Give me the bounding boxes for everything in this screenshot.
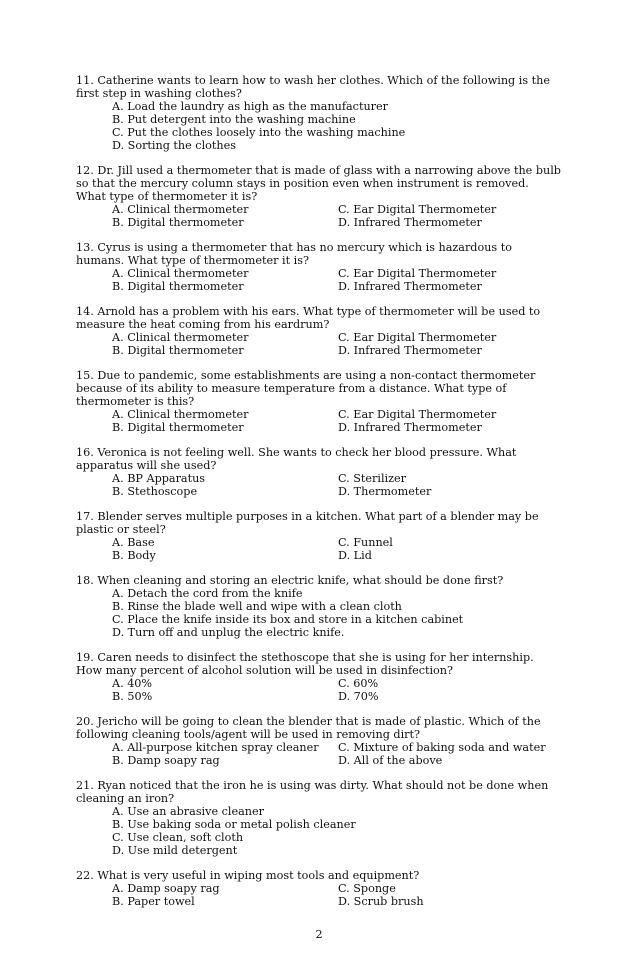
question-item <box>76 305 562 357</box>
page-number: 2 <box>315 928 323 941</box>
answer-options <box>76 741 562 767</box>
answer-option: A. 40% <box>112 677 153 690</box>
answer-option: B. Put detergent into the washing machine <box>112 113 356 126</box>
answer-option: A. Damp soapy rag <box>112 882 220 895</box>
answer-option: D. Turn off and unplug the electric knife. <box>112 626 345 639</box>
answer-option: D. Scrub brush <box>338 895 424 908</box>
question-stem: 11. Catherine wants to learn how to wash her clothes. Which of the following is the first step in washing clothes? <box>76 74 550 100</box>
question-stem: 13. Cyrus is using a thermometer that has no mercury which is hazardous to humans. What type of thermometer it is? <box>76 241 512 267</box>
answer-option: D. Infrared Thermometer <box>338 280 482 293</box>
answer-option: A. Clinical thermometer <box>112 203 249 216</box>
answer-option: C. Sponge <box>338 882 396 895</box>
answer-option: C. Ear Digital Thermometer <box>338 331 497 344</box>
answer-option: C. Funnel <box>338 536 393 549</box>
answer-option: D. Infrared Thermometer <box>338 216 482 229</box>
answer-option: D. Thermometer <box>338 485 432 498</box>
question-stem: 18. When cleaning and storing an electric knife, what should be done first? <box>76 574 504 587</box>
answer-options <box>76 331 562 357</box>
answer-option: B. Use baking soda or metal polish cleaner <box>112 818 356 831</box>
question-item <box>76 164 562 229</box>
answer-option: A. Base <box>112 536 155 549</box>
question-item <box>76 74 562 152</box>
answer-options <box>76 267 562 293</box>
question-stem: 14. Arnold has a problem with his ears. What type of thermometer will be used to measure the heat coming from his eardrum? <box>76 305 541 331</box>
question-item <box>76 369 562 434</box>
answer-option: C. Sterilizer <box>338 472 406 485</box>
question-item <box>76 651 562 703</box>
answer-option: C. Ear Digital Thermometer <box>338 408 497 421</box>
answer-option: D. Sorting the clothes <box>112 139 236 152</box>
question-stem: 19. Caren needs to disinfect the stethoscope that she is using for her internship. How many percent of alcohol solution will be used in disinfection? <box>76 651 534 677</box>
question-item <box>76 510 562 562</box>
question-list <box>76 74 562 908</box>
question-item <box>76 574 562 639</box>
answer-option: C. Ear Digital Thermometer <box>338 203 497 216</box>
answer-option: B. 50% <box>112 690 153 703</box>
answer-option: B. Damp soapy rag <box>112 754 220 767</box>
answer-option: A. BP Apparatus <box>112 472 206 485</box>
answer-option: C. Ear Digital Thermometer <box>338 267 497 280</box>
answer-option: C. Use clean, soft cloth <box>112 831 244 844</box>
question-stem: 17. Blender serves multiple purposes in a kitchen. What part of a blender may be plastic or steel? <box>76 510 539 536</box>
question-stem: 12. Dr. Jill used a thermometer that is made of glass with a narrowing above the bulb so that the mercury column stays in position even when instrument is removed. What type of thermometer it is? <box>76 164 561 203</box>
answer-option: D. Infrared Thermometer <box>338 344 482 357</box>
answer-options <box>76 805 562 857</box>
question-item <box>76 779 562 857</box>
answer-option: D. All of the above <box>338 754 443 767</box>
answer-option: D. Use mild detergent <box>112 844 238 857</box>
answer-option: B. Rinse the blade well and wipe with a clean cloth <box>112 600 402 613</box>
answer-options <box>76 677 562 703</box>
answer-option: D. Infrared Thermometer <box>338 421 482 434</box>
answer-option: A. Detach the cord from the knife <box>112 587 303 600</box>
answer-option: A. Clinical thermometer <box>112 267 249 280</box>
answer-options <box>76 882 562 908</box>
answer-option: A. Load the laundry as high as the manufacturer <box>112 100 388 113</box>
answer-option: B. Digital thermometer <box>112 344 244 357</box>
answer-options <box>76 536 562 562</box>
answer-option: A. Clinical thermometer <box>112 331 249 344</box>
answer-option: D. Lid <box>338 549 372 562</box>
answer-option: B. Stethoscope <box>112 485 198 498</box>
answer-options <box>76 408 562 434</box>
question-page <box>76 74 562 920</box>
answer-option: D. 70% <box>338 690 379 703</box>
answer-option: A. All-purpose kitchen spray cleaner <box>112 741 319 754</box>
answer-option: B. Digital thermometer <box>112 280 244 293</box>
question-stem: 15. Due to pandemic, some establishments are using a non-contact thermometer because of its ability to measure temperature from a distance. What type of thermometer is this? <box>76 369 536 408</box>
question-item <box>76 241 562 293</box>
answer-options <box>76 203 562 229</box>
answer-option: A. Use an abrasive cleaner <box>112 805 264 818</box>
question-item <box>76 446 562 498</box>
answer-option: B. Digital thermometer <box>112 216 244 229</box>
answer-options <box>76 472 562 498</box>
question-stem: 22. What is very useful in wiping most tools and equipment? <box>76 869 420 882</box>
answer-option: C. Mixture of baking soda and water <box>338 741 546 754</box>
answer-option: B. Digital thermometer <box>112 421 244 434</box>
question-item <box>76 715 562 767</box>
question-item <box>76 869 562 908</box>
answer-option: A. Clinical thermometer <box>112 408 249 421</box>
answer-option: C. 60% <box>338 677 379 690</box>
question-stem: 16. Veronica is not feeling well. She wants to check her blood pressure. What apparatus will she used? <box>76 446 517 472</box>
answer-option: C. Put the clothes loosely into the washing machine <box>112 126 406 139</box>
answer-option: B. Paper towel <box>112 895 195 908</box>
question-stem: 21. Ryan noticed that the iron he is using was dirty. What should not be done when cleaning an iron? <box>76 779 549 805</box>
answer-option: C. Place the knife inside its box and store in a kitchen cabinet <box>112 613 464 626</box>
answer-options <box>76 587 562 639</box>
question-stem: 20. Jericho will be going to clean the blender that is made of plastic. Which of the following cleaning tools/agent will be used in removing dirt? <box>76 715 541 741</box>
answer-options <box>76 100 562 152</box>
answer-option: B. Body <box>112 549 156 562</box>
